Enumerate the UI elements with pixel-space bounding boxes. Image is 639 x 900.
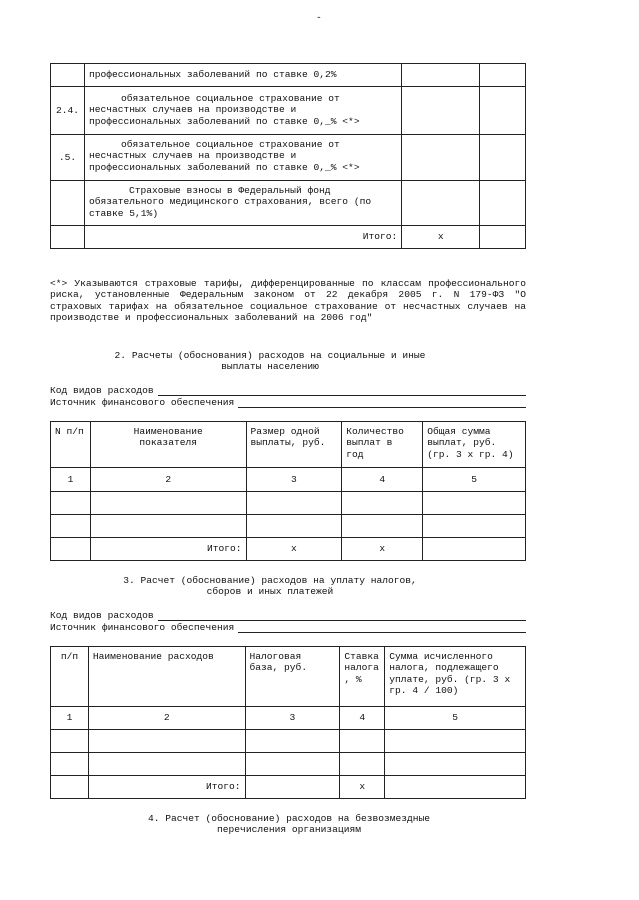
- top-mark: -: [316, 12, 322, 23]
- cell[interactable]: [342, 515, 423, 538]
- taxes-table: [50, 646, 526, 799]
- header-line: Общая сумма: [427, 426, 491, 437]
- heading-line: 3. Расчет (обоснование) расходов на уплату налогов,: [123, 575, 417, 586]
- col-number: 1: [51, 707, 89, 730]
- section-2-heading: [0, 350, 540, 373]
- col-number: 4: [342, 468, 423, 492]
- cell[interactable]: [385, 753, 526, 776]
- col-number: 5: [385, 707, 526, 730]
- header-line: п/п: [60, 651, 79, 662]
- row-text: [84, 87, 401, 135]
- row-text-line: профессиональных заболеваний по ставке 0,2%: [88, 69, 337, 80]
- cell: [423, 538, 526, 561]
- row-text: [84, 64, 401, 87]
- row-number: [51, 64, 85, 87]
- header-cell: [385, 647, 526, 707]
- row-number: 2.4.: [51, 87, 85, 135]
- header-row: [51, 422, 526, 468]
- cell[interactable]: [342, 492, 423, 515]
- header-line: Сумма исчисленного: [389, 651, 493, 662]
- heading-line: 4. Расчет (обоснование) расходов на безвозмездные: [147, 813, 431, 824]
- source-label: Источник финансового обеспечения: [50, 397, 235, 408]
- header-line: база, руб.: [249, 662, 308, 674]
- row-text-line: обязательное социальное страхование от: [120, 139, 340, 150]
- row-text-line: Страховые взносы в Федеральный фонд: [128, 185, 331, 196]
- cell: [51, 226, 85, 249]
- header-line: год: [346, 448, 364, 460]
- table-row: [51, 135, 526, 181]
- cell: [480, 87, 526, 135]
- source-input-line[interactable]: [238, 622, 526, 633]
- cell[interactable]: [51, 730, 89, 753]
- header-line: N п/п: [55, 426, 84, 437]
- header-cell: [423, 422, 526, 468]
- section-3-heading: [0, 575, 540, 598]
- row-number: [51, 181, 85, 226]
- cell: [402, 181, 480, 226]
- header-cell: [51, 647, 89, 707]
- cell: [480, 181, 526, 226]
- total-row: [51, 538, 526, 561]
- cell[interactable]: [246, 492, 342, 515]
- heading-line: 2. Расчеты (обоснования) расходов на социальные и иные: [114, 350, 426, 361]
- cell[interactable]: [88, 753, 245, 776]
- total-x: x: [246, 538, 342, 561]
- table-row: [51, 730, 526, 753]
- source-input-line[interactable]: [238, 397, 526, 408]
- col-number: 2: [88, 707, 245, 730]
- col-number: 2: [90, 468, 246, 492]
- cell: [480, 226, 526, 249]
- cell: [51, 776, 89, 799]
- cell[interactable]: [423, 492, 526, 515]
- footnote: <*> Указываются страховые тарифы, дифференцированные по классам профессионального риска, установленные Федеральным законом от 22 декабря 2005 г. N 179-ФЗ "О страховых тарифах на обязательное социальное страхование от несчастных случаев на производстве и профессиональных заболеваний на 2006 год": [50, 278, 526, 324]
- header-cell: [340, 647, 385, 707]
- kod-field: [50, 385, 526, 396]
- cell[interactable]: [88, 730, 245, 753]
- col-number: 5: [423, 468, 526, 492]
- kod-label: Код видов расходов: [50, 385, 154, 396]
- total-x: x: [340, 776, 385, 799]
- social-payments-table: [50, 421, 526, 561]
- kod-label: Код видов расходов: [50, 610, 154, 621]
- row-text: [84, 181, 401, 226]
- table-row: [51, 64, 526, 87]
- header-cell: [90, 422, 246, 468]
- heading-line: выплаты населению: [221, 361, 319, 373]
- source-field: [50, 397, 526, 408]
- total-x: x: [342, 538, 423, 561]
- cell[interactable]: [51, 753, 89, 776]
- header-line: выплаты, руб.: [250, 437, 326, 449]
- row-text-line: профессиональных заболеваний по ставке 0,_% <*>: [88, 161, 360, 173]
- col-number: 4: [340, 707, 385, 730]
- cell[interactable]: [423, 515, 526, 538]
- kod-input-line[interactable]: [158, 385, 526, 396]
- cell: [402, 87, 480, 135]
- cell[interactable]: [385, 730, 526, 753]
- table-row: [51, 87, 526, 135]
- total-label: Итого:: [88, 776, 245, 799]
- header-line: показателя: [139, 437, 197, 449]
- header-line: Ставка: [344, 651, 379, 662]
- column-number-row: [51, 707, 526, 730]
- header-cell: [245, 647, 340, 707]
- cell: [385, 776, 526, 799]
- header-cell: [51, 422, 91, 468]
- source-label: Источник финансового обеспечения: [50, 622, 235, 633]
- cell: [51, 538, 91, 561]
- total-x: x: [402, 226, 480, 249]
- cell: [480, 135, 526, 181]
- header-cell: [342, 422, 423, 468]
- cell[interactable]: [90, 492, 246, 515]
- row-text-line: обязательное социальное страхование от: [120, 93, 340, 104]
- insurance-contributions-table: [50, 63, 526, 249]
- header-line: налога, подлежащего: [389, 662, 499, 674]
- cell[interactable]: [340, 730, 385, 753]
- cell[interactable]: [90, 515, 246, 538]
- heading-line: перечисления организациям: [217, 824, 361, 836]
- header-row: [51, 647, 526, 707]
- header-line: (гр. 3 x гр. 4): [427, 448, 514, 460]
- table-row: [51, 492, 526, 515]
- header-line: налога: [344, 662, 379, 674]
- row-number: .5.: [51, 135, 85, 181]
- kod-field: [50, 610, 526, 621]
- col-number: 1: [51, 468, 91, 492]
- header-line: Наименование: [133, 426, 203, 437]
- row-text-line: несчастных случаев на производстве и: [88, 150, 297, 162]
- cell[interactable]: [245, 730, 340, 753]
- cell: [245, 776, 340, 799]
- row-text-line: профессиональных заболеваний по ставке 0,_% <*>: [88, 115, 360, 127]
- cell: [402, 64, 480, 87]
- section-4-heading: [0, 813, 578, 836]
- col-number: 3: [246, 468, 342, 492]
- table-row: [51, 181, 526, 226]
- cell[interactable]: [51, 492, 91, 515]
- total-row: [51, 226, 526, 249]
- cell[interactable]: [246, 515, 342, 538]
- total-row: [51, 776, 526, 799]
- row-text-line: ставке 5,1%): [88, 207, 159, 219]
- cell[interactable]: [340, 753, 385, 776]
- cell[interactable]: [245, 753, 340, 776]
- row-text: [84, 135, 401, 181]
- header-line: выплат в: [346, 437, 393, 449]
- header-line: уплате, руб. (гр. 3 x: [389, 673, 511, 685]
- row-text-line: обязательного медицинского страхования, всего (по: [88, 196, 372, 208]
- table-row: [51, 515, 526, 538]
- row-text-line: несчастных случаев на производстве и: [88, 104, 297, 116]
- heading-line: сборов и иных платежей: [206, 586, 334, 598]
- table-row: [51, 753, 526, 776]
- col-number: 3: [245, 707, 340, 730]
- header-line: Размер одной: [250, 426, 320, 437]
- cell[interactable]: [51, 515, 91, 538]
- header-line: Налоговая: [249, 651, 302, 662]
- header-cell: [88, 647, 245, 707]
- total-label: Итого:: [90, 538, 246, 561]
- header-line: , %: [344, 673, 362, 685]
- header-cell: [246, 422, 342, 468]
- source-field: [50, 622, 526, 633]
- header-line: выплат, руб.: [427, 437, 497, 449]
- header-line: гр. 4 / 100): [389, 685, 459, 697]
- total-label: Итого:: [84, 226, 401, 249]
- header-line: Количество: [346, 426, 404, 437]
- cell: [402, 135, 480, 181]
- column-number-row: [51, 468, 526, 492]
- cell: [480, 64, 526, 87]
- kod-input-line[interactable]: [158, 610, 526, 621]
- header-line: Наименование расходов: [92, 651, 214, 662]
